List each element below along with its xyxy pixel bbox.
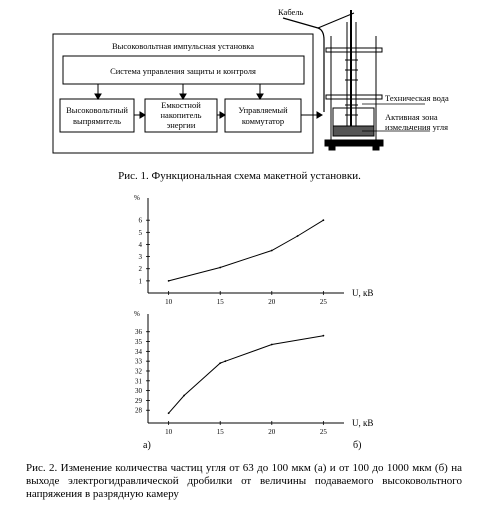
- y-tick-label: 28: [135, 406, 142, 415]
- series-line: [169, 220, 324, 281]
- panel-label: а): [143, 440, 151, 451]
- x-tick-label: 25: [319, 428, 327, 436]
- zone-label-line2: измельчения угля: [385, 122, 449, 132]
- control-arrows: [95, 84, 263, 99]
- data-point: [183, 395, 185, 397]
- cable-to-electrode: [318, 13, 354, 28]
- storage-label-line2: накопитель: [160, 110, 202, 120]
- x-tick-label: 20: [268, 428, 276, 436]
- y-tick-label: 29: [135, 396, 142, 405]
- panel-label: б): [353, 440, 362, 451]
- figure2-charts: [0, 190, 479, 460]
- cable-label: Кабель: [278, 7, 304, 17]
- x-axis-label: U, кВ: [352, 288, 374, 298]
- figure1-schematic: [0, 0, 479, 170]
- data-point: [168, 280, 170, 282]
- data-point: [297, 235, 299, 237]
- y-tick-label: 1: [138, 277, 142, 286]
- zone-label-line1: Активная зона: [385, 112, 438, 122]
- y-axis-label: %: [134, 194, 140, 202]
- x-tick-label: 20: [268, 298, 276, 306]
- x-tick-label: 15: [216, 298, 224, 306]
- data-point: [219, 267, 221, 269]
- control-system-label: Система управления защиты и контроля: [110, 66, 256, 76]
- installation-title: Высоковольтная импульсная установка: [111, 41, 255, 51]
- y-tick-label: 4: [138, 240, 142, 249]
- y-tick-label: 6: [138, 216, 142, 225]
- figure2-caption: Рис. 2. Изменение количества частиц угля от 63 до 100 мкм (а) и от 100 до 1000 мкм (б) на выходе электрогидравлической дробилки от величины подаваемого высоковольтного напряжения в разрядную камеру: [26, 462, 462, 500]
- x-axis-label: U, кВ: [352, 418, 374, 428]
- x-tick-label: 10: [165, 428, 173, 436]
- data-point: [224, 360, 226, 362]
- y-tick-label: 34: [135, 347, 142, 356]
- switch-label-line1: Управляемый: [238, 105, 288, 115]
- switch-label-line2: коммутатор: [241, 116, 285, 126]
- y-tick-label: 30: [135, 387, 142, 396]
- figure1-caption: Рис. 1. Функциональная схема макетной установки.: [118, 170, 361, 182]
- y-tick-label: 35: [135, 338, 142, 347]
- water-label: Техническая вода: [385, 93, 449, 103]
- storage-label-line1: Емкостной: [161, 100, 201, 110]
- data-point: [168, 412, 170, 414]
- y-tick-label: 3: [138, 253, 142, 262]
- series-line: [169, 336, 324, 414]
- x-tick-label: 25: [319, 298, 327, 306]
- y-tick-label: 5: [138, 228, 142, 237]
- data-point: [271, 344, 273, 346]
- data-point: [219, 362, 221, 364]
- data-point: [322, 335, 324, 337]
- y-tick-label: 2: [138, 265, 142, 274]
- discharge-chamber: [325, 10, 383, 150]
- rectifier-label-line1: Высоковольтный: [66, 105, 128, 115]
- y-axis-label: %: [134, 310, 140, 318]
- y-tick-label: 33: [135, 357, 142, 366]
- x-tick-label: 10: [165, 298, 173, 306]
- data-point: [271, 250, 273, 252]
- y-tick-label: 31: [135, 377, 142, 386]
- y-tick-label: 36: [135, 328, 142, 337]
- storage-label-line3: энергии: [166, 120, 196, 130]
- rectifier-label-line2: выпрямитель: [73, 116, 121, 126]
- y-tick-label: 32: [135, 367, 142, 376]
- chart-panel-b: [134, 310, 373, 451]
- x-tick-label: 15: [216, 428, 224, 436]
- data-point: [322, 219, 324, 221]
